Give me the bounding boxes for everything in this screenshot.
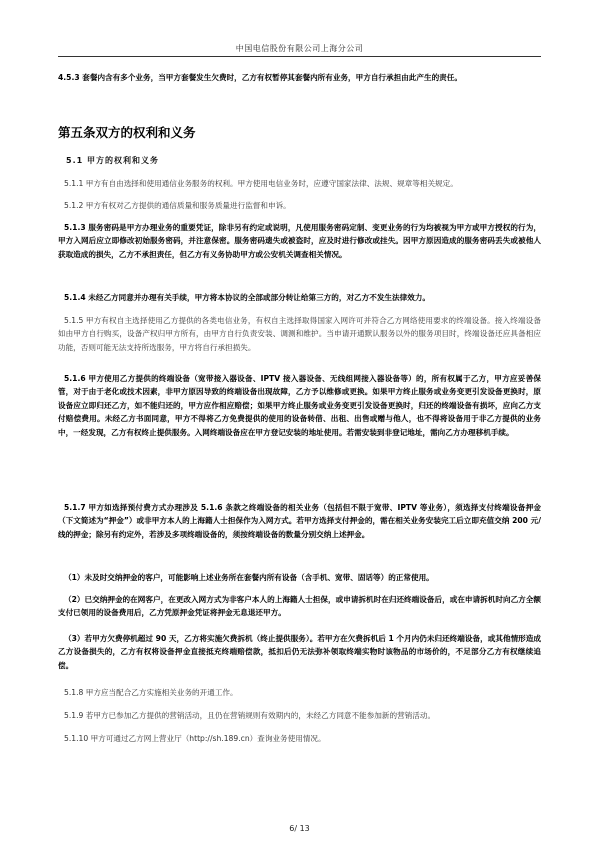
clause-5-1-3: 5.1.3 服务密码是甲方办理业务的重要凭证，除非另有约定或说明，凡使用服务密码定制、变更业务的行为均被视为甲方或甲方授权的行为，甲方入网后应立即修改初始服务密码，并注意保密。服务密码遗失或被盗时，应及时进行修改或挂失。因甲方原因造成的服务密码丢失或被他人获取造成的损失，乙方不承担责任，但乙方有义务协助甲方或公安机关调查相关情况。 (58, 223, 541, 259)
clause-5-1-7-item-2: （2）已交纳押金的在网客户，在更改入网方式为非客户本人的上海籍人士担保，或申请拆机时在归还终端设备后，或在申请拆机时向乙方全额支付已领用的设备费用后，乙方凭原押金凭证将押金无息退还甲方。 (58, 595, 541, 618)
section-title: 第五条双方的权利和义务 (58, 125, 196, 140)
header-rule (58, 56, 541, 57)
clause-5-1-4: 5.1.4 未经乙方同意并办理有关手续，甲方将本协议的全部或部分转让给第三方的，对乙方不发生法律效力。 (64, 293, 430, 302)
clause-5-1-7-item-3: （3）若甲方欠费停机超过 90 天，乙方将实施欠费拆机（终止提供服务）。若甲方在欠费拆机后 1 个月内仍未归还终端设备，或其他情形造成乙方设备损失的，乙方有权将设备押金直接抵充终端赔偿款，抵扣后仍无法弥补领取终端实物时该物品的市场价的，不足部分乙方有权继续追偿。 (58, 634, 541, 670)
clause-5-1-10: 5.1.10 甲方可通过乙方网上营业厅（http://sh.189.cn）查询业务使用情况。 (64, 734, 326, 743)
clause-5-1-7-item-1: （1）未及时交纳押金的客户，可能影响上述业务所在套餐内所有设备（含手机、宽带、固话等）的正常使用。 (64, 573, 434, 582)
clause-5-1-2: 5.1.2 甲方有权对乙方提供的通信质量和服务质量进行监督和申诉。 (64, 201, 291, 210)
clause-4-5-3: 4.5.3 套餐内含有多个业务，当甲方套餐发生欠费时，乙方有权暂停其套餐内所有业务，甲方自行承担由此产生的责任。 (58, 73, 462, 82)
clause-5-1-1: 5.1.1 甲方有自由选择和使用通信业务服务的权利。甲方使用电信业务时，应遵守国家法律、法规、规章等相关规定。 (64, 179, 458, 188)
clause-5-1-5: 5.1.5 甲方有权自主选择使用乙方提供的各类电信业务，有权自主选择取得国家入网许可并符合乙方网络使用要求的终端设备。接入终端设备如由甲方自行购买，设备产权归甲方所有，由甲方自行负责安装、调测和维护。当申请开通默认服务以外的服务项目时，终端设备还应具备相应功能，否则可能无法支持所选服务，甲方将自行承担损失。 (58, 316, 541, 352)
subsection-title: 5.1 甲方的权利和义务 (66, 156, 159, 165)
page-header: 中国电信股份有限公司上海分公司 (235, 44, 364, 53)
clause-5-1-9: 5.1.9 若甲方已参加乙方提供的营销活动，且仍在营销规则有效期内的，未经乙方同意不能参加新的营销活动。 (64, 711, 436, 720)
clause-5-1-8: 5.1.8 甲方应当配合乙方实施相关业务的开通工作。 (64, 688, 238, 697)
page-number: 6/ 13 (289, 824, 310, 833)
clause-5-1-7: 5.1.7 甲方如选择预付费方式办理涉及 5.1.6 条款之终端设备的相关业务（包括但不限于宽带、IPTV 等业务），须选择支付终端设备押金（下文简述为“押金”）或非甲方本人的上海籍人士担保作为入网方式。若甲方选择支付押金的，需在相关业务安装完工后立即充值交纳 200 元/线的押金；除另有约定外，若涉及多项终端设备的，须按终端设备的数量分别交纳上述押金。 (58, 503, 541, 539)
clause-5-1-6: 5.1.6 甲方使用乙方提供的终端设备（宽带接入器设备、IPTV 接入器设备、无线组网接入器设备等）的，所有权属于乙方，甲方应妥善保管，对于由于老化或技术因素，非甲方原因导致的终端设备出现故障，乙方予以维修或更换。如果甲方终止服务或业务变更引发设备更换时，原设备应立即归还乙方，如不能归还的，甲方应作相应赔偿；如果甲方终止服务或业务变更引发设备更换时，归还的终端设备有损坏，应向乙方支付赔偿费用。未经乙方书面同意，甲方不得将乙方免费提供的使用的设备转借、出租、出售或赠与他人，也不得将设备用于非乙方提供的业务中，一经发现，乙方有权终止提供服务。入网终端设备应在甲方登记安装的地址使用。若需安装到非登记地址，需向乙方办理移机手续。 (58, 374, 541, 437)
